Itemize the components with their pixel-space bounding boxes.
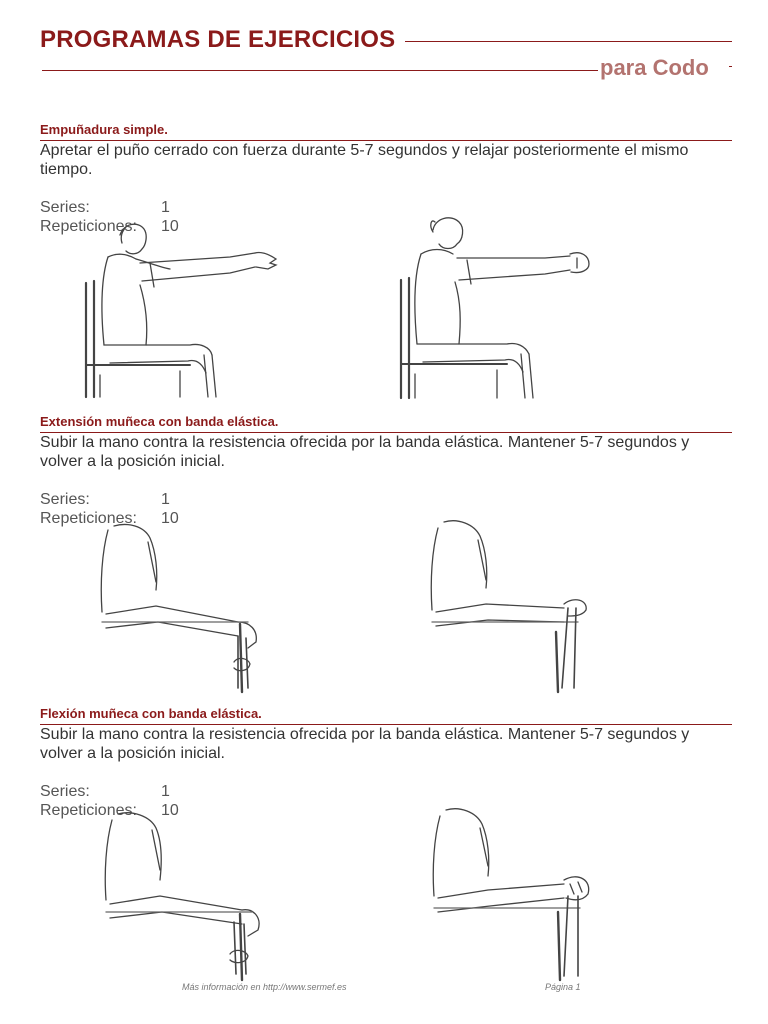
footer-info-link: Más información en http://www.sermef.es [182,982,347,992]
exercise-title: Empuñadura simple. [40,122,732,141]
series-value: 1 [161,199,170,216]
exercise-description: Subir la mano contra la resistencia ofrecida por la banda elástica. Mantener 5-7 segundos y volver a la posición inicial. [40,434,690,470]
exercise-title: Extensión muñeca con banda elástica. [40,414,732,433]
exercise-description: Subir la mano contra la resistencia ofrecida por la banda elástica. Mantener 5-7 segundos y volver a la posición inicial. [40,726,690,762]
series-row [40,782,732,801]
exercise-section-3 [40,706,732,820]
series-label: Series: [40,783,90,800]
page-title: PROGRAMAS DE EJERCICIOS [40,26,396,53]
reps-label: Repeticiones: [40,510,137,527]
illustration-open-hand [80,215,310,400]
series-label: Series: [40,491,90,508]
series-value: 1 [161,491,170,508]
subtitle-rule-end [729,66,732,67]
reps-value: 10 [161,802,179,819]
exercise-section-2 [40,414,732,528]
page-subtitle: para Codo [600,55,709,80]
illustration-flexion-start [100,804,280,982]
illustration-extension-start [98,512,278,694]
illustration-extension-end [418,512,598,694]
reps-value: 10 [161,510,179,527]
illustration-flexion-end [418,800,603,982]
series-value: 1 [161,783,170,800]
title-rule [405,41,732,42]
reps-value: 10 [161,218,179,235]
exercise-description: Apretar el puño cerrado con fuerza durante 5-7 segundos y relajar posteriormente el mismo tiempo. [40,142,689,178]
footer-page-number: Página 1 [545,982,581,992]
exercise-title: Flexión muñeca con banda elástica. [40,706,732,725]
subtitle-rule [42,70,598,71]
reps-label: Repeticiones: [40,218,137,235]
illustration-closed-fist [395,208,630,400]
reps-label: Repeticiones: [40,802,137,819]
series-row [40,490,732,509]
series-label: Series: [40,199,90,216]
